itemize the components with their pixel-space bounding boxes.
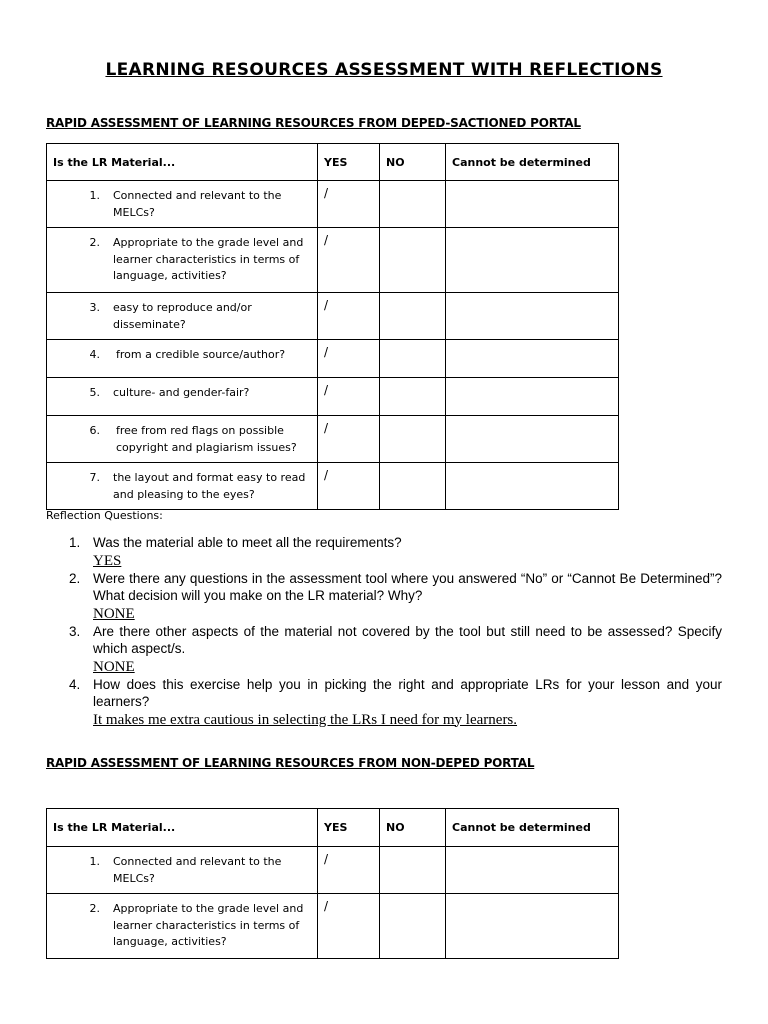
criterion-number: 5.	[89, 386, 100, 399]
yes-cell	[318, 340, 380, 378]
criterion-number: 1.	[89, 855, 100, 868]
page-title: LEARNING RESOURCES ASSESSMENT WITH REFLECTIONS	[105, 60, 663, 80]
reflection-question	[0, 623, 722, 676]
criterion-cell	[47, 340, 318, 378]
yes-mark: /	[324, 233, 329, 247]
header-no: NO	[386, 155, 405, 169]
criterion-text: Appropriate to the grade level and learner characteristics in terms of language, activities?	[113, 902, 304, 948]
section-heading-non-deped: RAPID ASSESSMENT OF LEARNING RESOURCES FROM NON-DEPED PORTAL	[46, 756, 535, 770]
header-cannot-be-determined: Cannot be determined	[452, 821, 591, 834]
criterion-text: culture- and gender-fair?	[113, 386, 250, 399]
criterion-cell	[47, 847, 318, 894]
no-cell	[380, 463, 446, 510]
cbd-cell	[446, 181, 619, 228]
criterion-number: 2.	[89, 902, 100, 915]
reflection-question	[0, 534, 722, 570]
table-row	[47, 847, 619, 894]
yes-cell	[318, 416, 380, 463]
question-text: Are there other aspects of the material not covered by the tool but still need to be assessed? Specify which aspect/s.	[93, 623, 722, 656]
yes-mark: /	[324, 852, 329, 866]
question-number: 2.	[69, 570, 81, 586]
assessment-table-non-deped	[46, 808, 619, 959]
section-heading-deped: RAPID ASSESSMENT OF LEARNING RESOURCES FROM DEPED-SACTIONED PORTAL	[46, 116, 581, 130]
table-row	[47, 181, 619, 228]
criterion-cell	[47, 894, 318, 959]
cbd-cell	[446, 378, 619, 416]
answer-text: NONE	[93, 605, 135, 622]
header-lr-material: Is the LR Material...	[53, 821, 176, 834]
no-cell	[380, 228, 446, 293]
table-header-row	[47, 809, 619, 847]
header-cell	[47, 809, 318, 847]
no-cell	[380, 847, 446, 894]
yes-cell	[318, 181, 380, 228]
criterion-number: 1.	[89, 189, 100, 202]
cbd-cell	[446, 340, 619, 378]
criterion-number: 6.	[89, 424, 100, 437]
table-row	[47, 463, 619, 510]
reflection-question	[0, 570, 722, 623]
criterion-text: free from red flags on possible copyright and plagiarism issues?	[116, 424, 297, 454]
cbd-cell	[446, 416, 619, 463]
cbd-cell	[446, 894, 619, 959]
reflection-question	[0, 676, 722, 729]
yes-mark: /	[324, 298, 329, 312]
yes-mark: /	[324, 186, 329, 200]
no-cell	[380, 293, 446, 340]
header-cannot-be-determined: Cannot be determined	[452, 155, 591, 169]
header-yes: YES	[324, 155, 348, 169]
criterion-cell	[47, 181, 318, 228]
yes-cell	[318, 378, 380, 416]
criterion-text: Connected and relevant to the MELCs?	[113, 189, 282, 219]
answer-text: NONE	[93, 658, 135, 675]
criterion-text: from a credible source/author?	[116, 348, 286, 361]
reflection-questions	[0, 534, 722, 729]
header-cell	[47, 144, 318, 181]
criterion-cell	[47, 293, 318, 340]
criterion-text: Appropriate to the grade level and learner characteristics in terms of language, activities?	[113, 236, 304, 282]
header-cell	[380, 809, 446, 847]
no-cell	[380, 378, 446, 416]
criterion-cell	[47, 463, 318, 510]
cbd-cell	[446, 847, 619, 894]
table-row	[47, 293, 619, 340]
question-text: Was the material able to meet all the requirements?	[93, 535, 402, 550]
header-cell	[318, 144, 380, 181]
cbd-cell	[446, 463, 619, 510]
header-yes: YES	[324, 821, 348, 834]
no-cell	[380, 340, 446, 378]
no-cell	[380, 416, 446, 463]
criterion-cell	[47, 416, 318, 463]
yes-cell	[318, 894, 380, 959]
header-no: NO	[386, 821, 405, 834]
yes-cell	[318, 847, 380, 894]
criterion-text: the layout and format easy to read and pleasing to the eyes?	[113, 471, 306, 501]
yes-mark: /	[324, 345, 329, 359]
table-row	[47, 228, 619, 293]
yes-cell	[318, 293, 380, 340]
table-header-row	[47, 144, 619, 181]
header-cell	[446, 809, 619, 847]
header-cell	[446, 144, 619, 181]
table-row	[47, 894, 619, 959]
question-number: 1.	[69, 535, 81, 550]
question-text: Were there any questions in the assessment tool where you answered “No” or “Cannot Be Determined”? What decision will you make on the LR material? Why?	[93, 570, 722, 603]
criterion-number: 4.	[89, 348, 100, 361]
question-number: 3.	[69, 623, 81, 639]
yes-cell	[318, 463, 380, 510]
answer-text: YES	[93, 552, 122, 569]
header-cell	[380, 144, 446, 181]
header-cell	[318, 809, 380, 847]
criterion-cell	[47, 378, 318, 416]
criterion-text: easy to reproduce and/or disseminate?	[113, 301, 252, 331]
no-cell	[380, 181, 446, 228]
criterion-number: 7.	[89, 471, 100, 484]
yes-mark: /	[324, 383, 329, 397]
yes-cell	[318, 228, 380, 293]
header-lr-material: Is the LR Material...	[53, 155, 176, 169]
cbd-cell	[446, 293, 619, 340]
table-row	[47, 416, 619, 463]
criterion-number: 3.	[89, 301, 100, 314]
answer-text: It makes me extra cautious in selecting the LRs I need for my learners.	[93, 711, 518, 728]
reflection-label: Reflection Questions:	[46, 509, 163, 522]
yes-mark: /	[324, 468, 329, 482]
question-text: How does this exercise help you in picking the right and appropriate LRs for your lesson and your learners?	[93, 676, 722, 709]
table-row	[47, 378, 619, 416]
no-cell	[380, 894, 446, 959]
criterion-number: 2.	[89, 236, 100, 249]
yes-mark: /	[324, 421, 329, 435]
table-row	[47, 340, 619, 378]
assessment-table-deped	[46, 143, 619, 510]
criterion-text: Connected and relevant to the MELCs?	[113, 855, 282, 885]
yes-mark: /	[324, 899, 329, 913]
cbd-cell	[446, 228, 619, 293]
criterion-cell	[47, 228, 318, 293]
question-number: 4.	[69, 676, 81, 692]
